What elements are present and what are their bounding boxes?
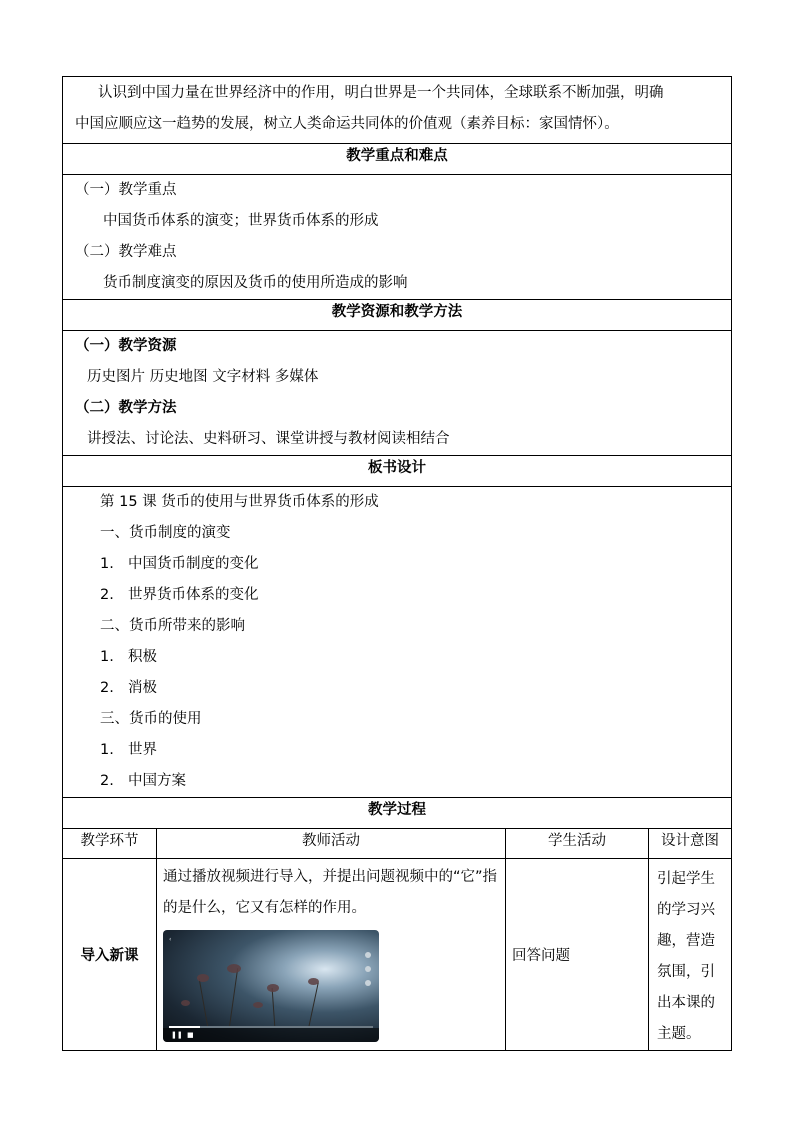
design-intent-line: 趣，营造 — [657, 933, 715, 949]
board-line — [63, 549, 731, 580]
board-line-text: 中国货币制度的变化 — [128, 556, 259, 572]
like-icon[interactable] — [365, 952, 371, 958]
key-points-cell — [63, 175, 732, 300]
board-line-text: 世界货币体系的变化 — [128, 587, 259, 603]
board-line-number: 2. — [100, 587, 114, 603]
col-student-header: 学生活动 — [506, 829, 649, 859]
video-header-bar: ‹ — [169, 936, 172, 943]
resources-title: （一）教学资源 — [75, 338, 177, 354]
methods-body: 讲授法、讨论法、史料研习、课堂讲授与教材阅读相结合 — [87, 431, 450, 447]
board-line-text: 三、货币的使用 — [100, 711, 202, 727]
teacher-activity-cell — [157, 859, 506, 1051]
board-design-cell — [63, 487, 732, 798]
objective-continuation-cell — [63, 77, 732, 144]
resources-cell — [63, 331, 732, 456]
board-line — [63, 518, 731, 549]
intro-video-thumbnail[interactable] — [163, 930, 379, 1042]
board-line-text: 世界 — [128, 742, 157, 758]
board-line-number: 1. — [100, 556, 114, 572]
board-line — [63, 611, 731, 642]
col-stage-header: 教学环节 — [63, 829, 157, 859]
objective-line-1: 认识到中国力量在世界经济中的作用，明白世界是一个共同体，全球联系不断加强，明确 — [98, 85, 664, 101]
design-intent-cell — [649, 859, 732, 1051]
col-teacher-header: 教师活动 — [157, 829, 506, 859]
methods-title: （二）教学方法 — [75, 400, 177, 416]
board-line-text: 中国方案 — [128, 773, 186, 789]
objective-line-2: 中国应顺应这一趋势的发展，树立人类命运共同体的价值观（素养目标：家国情怀）。 — [75, 116, 619, 132]
board-line-text: 一、货币制度的演变 — [100, 525, 231, 541]
video-controls — [163, 1028, 379, 1042]
board-line — [63, 642, 731, 673]
stop-icon[interactable]: ■ — [187, 1031, 194, 1039]
board-line-text: 第 15 课 货币的使用与世界货币体系的形成 — [100, 494, 379, 510]
col-intent-header: 设计意图 — [649, 829, 732, 859]
board-line — [63, 766, 731, 797]
board-line — [63, 487, 731, 518]
board-header: 板书设计 — [63, 456, 732, 487]
key-point-title: （一）教学重点 — [75, 182, 177, 198]
resources-body: 历史图片 历史地图 文字材料 多媒体 — [87, 369, 319, 385]
teacher-activity-text: 通过播放视频进行导入，并提出问题视频中的“它”指的是什么，它又有怎样的作用。 — [163, 869, 498, 916]
design-intent-line: 氛围，引 — [657, 964, 715, 980]
difficulty-title: （二）教学难点 — [75, 244, 177, 260]
board-line — [63, 704, 731, 735]
process-header: 教学过程 — [63, 798, 732, 829]
board-line-text: 积极 — [128, 649, 157, 665]
resources-header: 教学资源和教学方法 — [63, 300, 732, 331]
stage-cell: 导入新课 — [63, 859, 157, 1051]
board-line — [63, 673, 731, 704]
lesson-plan-table — [62, 76, 732, 1051]
board-line — [63, 735, 731, 766]
board-line-text: 二、货币所带来的影响 — [100, 618, 245, 634]
share-icon[interactable] — [365, 980, 371, 986]
design-intent-line: 引起学生 — [657, 871, 715, 887]
comment-icon[interactable] — [365, 966, 371, 972]
difficulty-body: 货币制度演变的原因及货币的使用所造成的影响 — [103, 275, 408, 291]
design-intent-line: 的学习兴 — [657, 902, 715, 918]
design-intent-line: 主题。 — [657, 1026, 701, 1042]
student-activity-cell: 回答问题 — [506, 859, 649, 1051]
board-line — [63, 580, 731, 611]
pause-icon[interactable]: ❚❚ — [171, 1031, 183, 1039]
board-line-text: 消极 — [128, 680, 157, 696]
process-row — [63, 859, 732, 1051]
design-intent-line: 出本课的 — [657, 995, 715, 1011]
document-page — [62, 76, 731, 1051]
board-line-number: 2. — [100, 680, 114, 696]
board-line-number: 1. — [100, 742, 114, 758]
key-points-header: 教学重点和难点 — [63, 144, 732, 175]
board-line-number: 2. — [100, 773, 114, 789]
key-point-body: 中国货币体系的演变；世界货币体系的形成 — [103, 213, 379, 229]
board-line-number: 1. — [100, 649, 114, 665]
